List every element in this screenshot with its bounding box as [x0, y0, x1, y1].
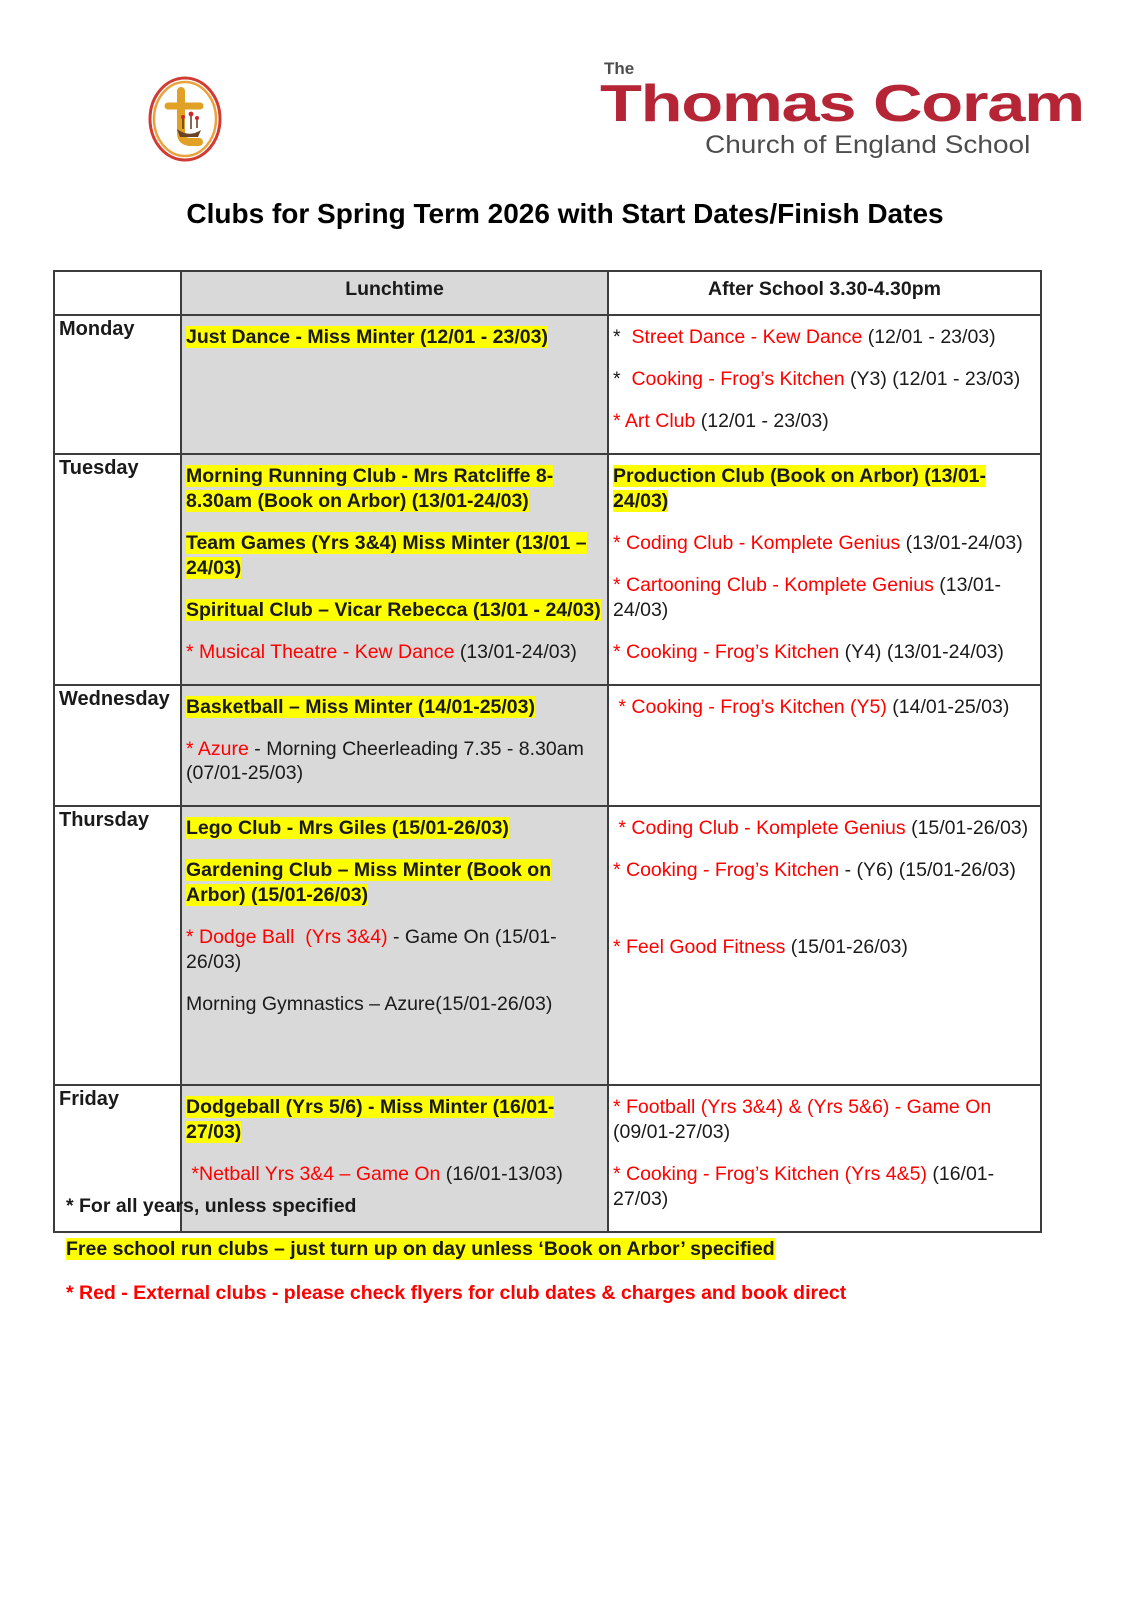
logo-the-text: The [604, 60, 635, 78]
club-text-segment: (Y4) (13/01-24/03) [839, 640, 1004, 663]
lunchtime-cell [181, 806, 608, 1085]
club-text-segment: Basketball – Miss Minter (14/01-25/03) [186, 695, 535, 718]
day-label: Thursday [54, 806, 181, 1085]
club-text-segment: (15/01-26/03) [905, 817, 1029, 840]
club-entry [613, 1095, 1036, 1145]
club-text-segment: Street Dance - Kew Dance [631, 326, 863, 348]
club-text-segment: * Coding Club - Komplete Genius [613, 817, 906, 840]
clubs-table [53, 270, 1042, 1233]
page-title: Clubs for Spring Term 2026 with Start Dates/Finish Dates [186, 198, 944, 229]
club-entry [186, 1095, 603, 1145]
club-entry [613, 858, 1036, 883]
club-entry [186, 1162, 603, 1187]
club-text-segment: * Azure [186, 737, 249, 760]
column-header-day [54, 271, 181, 315]
club-text-segment: (12/01 - 23/03) [695, 409, 829, 432]
club-entry [613, 935, 1036, 960]
club-text-segment: * Cooking - Frog’s Kitchen [613, 859, 840, 882]
club-entry [613, 640, 1036, 665]
after-school-cell [608, 806, 1041, 1085]
club-text-segment: Cooking - Frog’s Kitchen [631, 367, 845, 390]
club-entry [613, 325, 1036, 350]
club-text-segment: (Y3) (12/01 - 23/03) [844, 367, 1021, 390]
club-text-segment: * Dodge Ball (Yrs 3&4) [186, 926, 388, 949]
club-entry [186, 325, 603, 350]
after-school-cell [608, 685, 1041, 807]
table-row [54, 685, 1041, 807]
day-label: Monday [54, 315, 181, 454]
club-entry [186, 598, 603, 623]
clubs-table-body [54, 315, 1041, 1232]
club-text-segment: Team Games (Yrs 3&4) Miss Minter (13/01 – 24/03) [186, 531, 587, 579]
crest-icon [146, 74, 224, 164]
club-text-segment: Dodgeball (Yrs 5/6) - Miss Minter (16/01-27/03) [186, 1096, 555, 1144]
club-text-segment: (12/01 - 23/03) [862, 326, 996, 348]
footnote [66, 1194, 1066, 1218]
table-row [54, 315, 1041, 454]
club-text-segment: * Cartooning Club - Komplete Genius [613, 573, 934, 596]
club-text-segment: * [613, 326, 632, 348]
club-entry [186, 695, 603, 720]
club-text-segment: - Game On (15/01-26/03) [186, 926, 557, 974]
club-entry [613, 464, 1036, 514]
club-text-segment: Just Dance - Miss Minter (12/01 - 23/03) [186, 326, 548, 348]
club-text-segment: * Feel Good Fitness [613, 936, 786, 959]
club-text-segment: * Art Club [613, 409, 696, 432]
club-entry [186, 816, 603, 841]
club-text-segment: Morning Running Club - Mrs Ratcliffe 8-8.30am (Book on Arbor) (13/01-24/03) [186, 464, 554, 512]
after-school-cell [608, 315, 1041, 454]
club-text-segment: (09/01-27/03) [613, 1121, 731, 1144]
clubs-table-header [54, 271, 1041, 315]
club-text-segment: Morning Gymnastics – Azure(15/01-26/03) [186, 993, 553, 1016]
after-school-cell [608, 454, 1041, 685]
club-text-segment: * [613, 367, 632, 390]
club-text-segment: - (Y6) (15/01-26/03) [839, 859, 1016, 882]
club-entry [613, 531, 1036, 556]
club-entry [186, 737, 603, 787]
day-label: Friday [54, 1085, 181, 1232]
footnote-text: Free school run clubs – just turn up on day unless ‘Book on Arbor’ specified [66, 1238, 775, 1261]
club-entry [613, 573, 1036, 623]
club-entry [613, 409, 1036, 434]
lunchtime-cell [181, 685, 608, 807]
club-entry [186, 531, 603, 581]
club-text-segment: * Cooking - Frog’s Kitchen (Y5) [613, 695, 887, 718]
club-text-segment: (13/01-24/03) [613, 573, 1002, 621]
club-text-segment: (13/01-24/03) [900, 531, 1023, 554]
club-text-segment: - Morning Cheerleading 7.35 - 8.30am (07/01-25/03) [186, 737, 584, 785]
club-text-segment: * Cooking - Frog’s Kitchen [613, 640, 840, 663]
club-text-segment: (16/01-13/03) [440, 1163, 563, 1186]
footnotes [66, 1194, 1066, 1324]
club-text-segment: * Cooking - Frog’s Kitchen (Yrs 4&5) [613, 1163, 927, 1186]
footnote-text: * Red - External clubs - please check flyers for club dates & charges and book direct [66, 1281, 847, 1304]
club-text-segment: Lego Club - Mrs Giles (15/01-26/03) [186, 817, 509, 840]
footnote [66, 1237, 1066, 1261]
club-entry [613, 367, 1036, 392]
club-entry [186, 925, 603, 975]
school-crest-logo [146, 74, 224, 164]
club-text-segment: Gardening Club – Miss Minter (Book on Arbor) (15/01-26/03) [186, 859, 552, 907]
club-text-segment: Production Club (Book on Arbor) (13/01-24/03) [613, 464, 987, 512]
column-header-lunchtime: Lunchtime [181, 271, 608, 315]
club-text-segment: (13/01-24/03) [454, 640, 577, 663]
club-entry [613, 695, 1036, 720]
club-text-segment: * Musical Theatre - Kew Dance [186, 640, 455, 663]
club-text-segment: (16/01-27/03) [613, 1163, 995, 1211]
club-entry [186, 640, 603, 665]
logo-subtitle-text: Church of England School [705, 130, 1031, 159]
club-entry [186, 992, 603, 1017]
club-text-segment: * Coding Club - Komplete Genius [613, 531, 901, 554]
logo-school-name: Thomas Coram [600, 75, 1084, 133]
school-wordmark-logo [600, 60, 1105, 170]
day-label: Wednesday [54, 685, 181, 807]
lunchtime-cell [181, 315, 608, 454]
club-text-segment: Spiritual Club – Vicar Rebecca (13/01 - 24/03) [186, 598, 601, 621]
table-row [54, 454, 1041, 685]
club-text-segment: * Football (Yrs 3&4) & (Yrs 5&6) - Game On [613, 1096, 992, 1119]
club-text-segment: (14/01-25/03) [886, 695, 1010, 718]
club-entry [186, 464, 603, 514]
club-text-segment: *Netball Yrs 3&4 – Game On [186, 1163, 441, 1186]
column-header-after-school: After School 3.30-4.30pm [608, 271, 1041, 315]
lunchtime-cell [181, 454, 608, 685]
day-label: Tuesday [54, 454, 181, 685]
club-entry [613, 816, 1036, 841]
club-text-segment: (15/01-26/03) [785, 936, 908, 959]
table-row [54, 806, 1041, 1085]
club-entry [186, 858, 603, 908]
footnote-text: * For all years, unless specified [66, 1195, 357, 1217]
footnote [66, 1281, 1066, 1305]
